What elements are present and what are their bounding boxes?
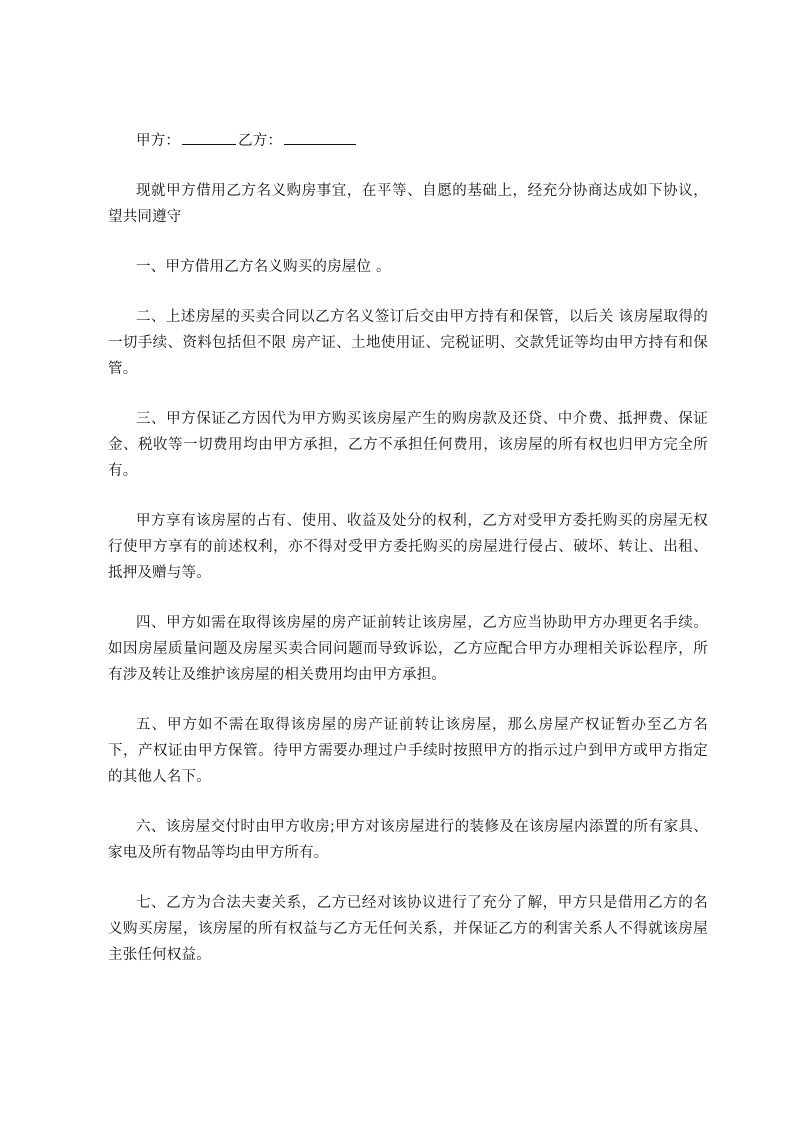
paragraph-intro: 现就甲方借用乙方名义购房事宜，在平等、自愿的基础上，经充分协商达成如下协议，望共同遵守 — [108, 183, 708, 225]
party-b-label: 乙方： — [238, 133, 283, 149]
paragraph-clause-1: 一、甲方借用乙方名义购买的房屋位 。 — [136, 259, 391, 275]
paragraph-clause-5: 五、甲方如不需在取得该房屋的房产证前转让该房屋，那么房屋产权证暂办至乙方名下，产权证由甲方保管。待甲方需要办理过户手续时按照甲方的指示过户到甲方或甲方指定的其他人名下。 — [108, 717, 708, 785]
document-body — [108, 128, 708, 992]
party-a-blank — [182, 129, 236, 145]
paragraph-clause-2: 二、上述房屋的买卖合同以乙方名义签订后交由甲方持有和保管，以后关 该房屋取得的一切手续、资料包括但不限 房产证、土地使用证、完税证明、交款凭证等均由甲方持有和保管。 — [108, 309, 708, 377]
paragraph-rights: 甲方享有该房屋的占有、使用、收益及处分的权利，乙方对受甲方委托购买的房屋无权行使甲方享有的前述权利，亦不得对受甲方委托购买的房屋进行侵占、破坏、转让、出租、抵押及赠与等。 — [108, 513, 708, 581]
paragraph-clause-6: 六、该房屋交付时由甲方收房;甲方对该房屋进行的装修及在该房屋内添置的所有家具、家电及所有物品等均由甲方所有。 — [108, 819, 708, 861]
paragraph-clause-7: 七、乙方为合法夫妻关系，乙方已经对该协议进行了充分了解，甲方只是借用乙方的名义购买房屋，该房屋的所有权益与乙方无任何关系，并保证乙方的利害关系人不得就该房屋主张任何权益。 — [108, 895, 708, 963]
paragraph-clause-3: 三、甲方保证乙方因代为甲方购买该房屋产生的购房款及还贷、中介费、抵押费、保证金、税收等一切费用均由甲方承担，乙方不承担任何费用，该房屋的所有权也归甲方完全所有。 — [108, 411, 708, 479]
parties-line — [108, 128, 708, 154]
party-b-blank — [284, 129, 356, 145]
party-a-label: 甲方： — [136, 133, 181, 149]
paragraph-clause-4: 四、甲方如需在取得该房屋的房产证前转让该房屋，乙方应当协助甲方办理更名手续。如因房屋质量问题及房屋买卖合同问题而导致诉讼，乙方应配合甲方办理相关诉讼程序，所有涉及转让及维护该房屋的相关费用均由甲方承担。 — [108, 615, 708, 683]
